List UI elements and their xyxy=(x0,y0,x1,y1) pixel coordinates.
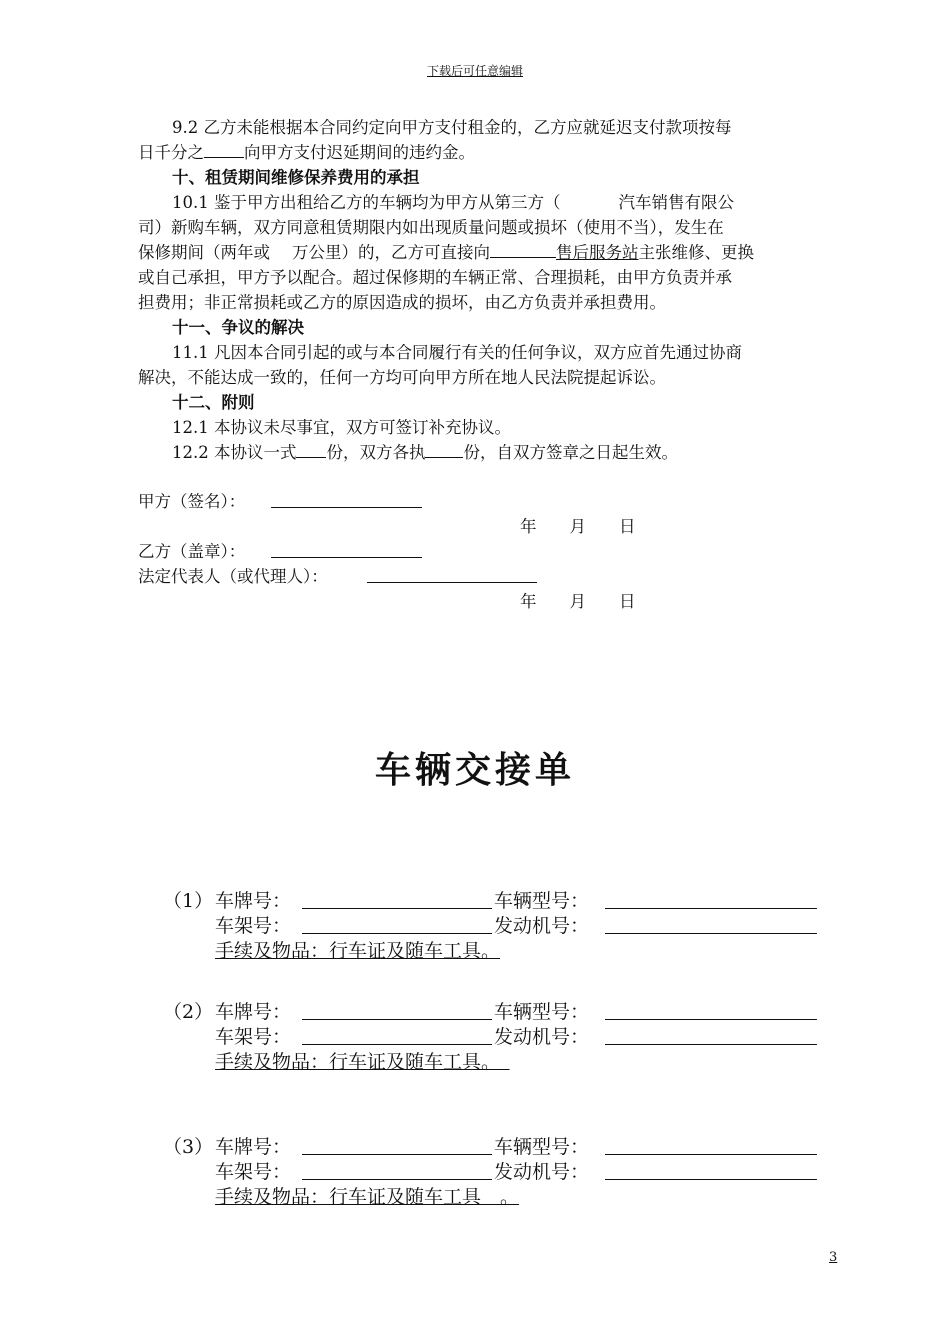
item-1-frame-field xyxy=(302,932,492,934)
clause-12-2-text-b: 份，双方各执 xyxy=(326,443,426,462)
blank-copies-total xyxy=(296,442,326,458)
item-3-engine-label: 发动机号： xyxy=(494,1161,590,1183)
blank-service-station xyxy=(490,242,556,258)
clause-10-1-line-3 xyxy=(138,239,754,263)
item-1-engine-field xyxy=(605,932,817,934)
blank-copies-each xyxy=(425,442,463,458)
clause-11-1-line-2: 解决，不能达成一致的，任何一方均可向甲方所在地人民法院提起诉讼。 xyxy=(138,368,666,387)
clause-10-1-text-e: 主张维修、更换 xyxy=(638,243,754,262)
item-3-plate-field xyxy=(302,1153,492,1155)
clause-11-1-line-1: 11.1 凡因本合同引起的或与本合同履行有关的任何争议，双方应首先通过协商 xyxy=(172,343,742,362)
clause-12-2-text-a: 12.2 本协议一式 xyxy=(172,443,297,462)
handover-title: 车辆交接单 xyxy=(374,749,575,791)
party-b-seal-line xyxy=(271,556,422,558)
clause-12-1: 12.1 本协议未尽事宜，双方可签订补充协议。 xyxy=(172,418,511,437)
item-1-docs: 手续及物品：行车证及随车工具。 xyxy=(215,940,501,962)
item-2-model-field xyxy=(605,1018,817,1020)
clause-9-2-line-2 xyxy=(138,139,475,163)
item-3-plate-label: 车牌号： xyxy=(215,1136,292,1158)
item-1-frame-label: 车架号： xyxy=(215,915,292,937)
item-1-model-label: 车辆型号： xyxy=(494,890,590,912)
party-a-label: 甲方（签名）： xyxy=(138,492,246,511)
item-3-docs: 手续及物品：行车证及随车工具 。 xyxy=(215,1186,520,1208)
item-2-number: （2） xyxy=(163,1001,214,1023)
item-2-plate-label: 车牌号： xyxy=(215,1001,292,1023)
item-2-plate-field xyxy=(302,1018,492,1020)
party-a-sign-line xyxy=(271,506,422,508)
clause-10-1-text-d: 万公里）的，乙方可直接向 xyxy=(292,243,490,262)
item-2-engine-label: 发动机号： xyxy=(494,1026,590,1048)
clause-10-1-line-2: 司）新购车辆，双方同意租赁期限内如出现质量问题或损坏（使用不当），发生在 xyxy=(138,218,724,237)
item-2-frame-label: 车架号： xyxy=(215,1026,292,1048)
section-11-heading: 十一、争议的解决 xyxy=(172,318,304,337)
item-2-docs: 手续及物品：行车证及随车工具。 xyxy=(215,1051,510,1073)
page-header: 下载后可任意编辑 xyxy=(426,64,523,78)
blank-rate xyxy=(204,142,244,158)
section-10-heading: 十、租赁期间维修保养费用的承担 xyxy=(172,168,420,187)
item-1-plate-label: 车牌号： xyxy=(215,890,292,912)
item-2-engine-field xyxy=(605,1043,817,1045)
item-1-plate-field xyxy=(302,907,492,909)
clause-10-1-line-4: 或自己承担，甲方予以配合。超过保修期的车辆正常、合理损耗，由甲方负责并承 xyxy=(138,268,732,287)
clause-10-1-text-a: 10.1 鉴于甲方出租给乙方的车辆均为甲方从第三方（ xyxy=(172,193,561,212)
clause-9-2-text-a: 日千分之 xyxy=(138,143,204,162)
item-3-frame-field xyxy=(302,1178,492,1180)
legal-rep-label: 法定代表人（或代理人）： xyxy=(138,567,328,586)
item-1-model-field xyxy=(605,907,817,909)
item-2-model-label: 车辆型号： xyxy=(494,1001,590,1023)
item-3-model-label: 车辆型号： xyxy=(494,1136,590,1158)
clause-10-1-text-b: 汽车销售有限公 xyxy=(618,193,734,212)
item-3-number: （3） xyxy=(163,1136,214,1158)
clause-9-2-text-b: 向甲方支付迟延期间的违约金。 xyxy=(244,143,475,162)
item-1-number: （1） xyxy=(163,890,214,912)
clause-12-2-text-c: 份，自双方签章之日起生效。 xyxy=(463,443,678,462)
clause-10-1-line-5: 担费用；非正常损耗或乙方的原因造成的损坏，由乙方负责并承担费用。 xyxy=(138,293,666,312)
item-3-engine-field xyxy=(605,1178,817,1180)
clause-9-2-line-1: 9.2 乙方未能根据本合同约定向甲方支付租金的，乙方应就延迟支付款项按每 xyxy=(172,118,732,137)
clause-10-1-line-1 xyxy=(172,189,734,213)
item-3-frame-label: 车架号： xyxy=(215,1161,292,1183)
legal-rep-sign-line xyxy=(367,581,537,583)
service-station-text: 售后服务站 xyxy=(556,243,639,262)
party-b-label: 乙方（盖章）： xyxy=(138,542,246,561)
date-2: 年 月 日 xyxy=(520,592,636,611)
page-number: 3 xyxy=(829,1250,838,1265)
item-3-model-field xyxy=(605,1153,817,1155)
section-12-heading: 十二、附则 xyxy=(172,393,255,412)
clause-10-1-text-c: 保修期间（两年或 xyxy=(138,243,270,262)
item-1-engine-label: 发动机号： xyxy=(494,915,590,937)
date-1: 年 月 日 xyxy=(520,517,636,536)
item-2-frame-field xyxy=(302,1043,492,1045)
clause-12-2 xyxy=(172,439,678,463)
